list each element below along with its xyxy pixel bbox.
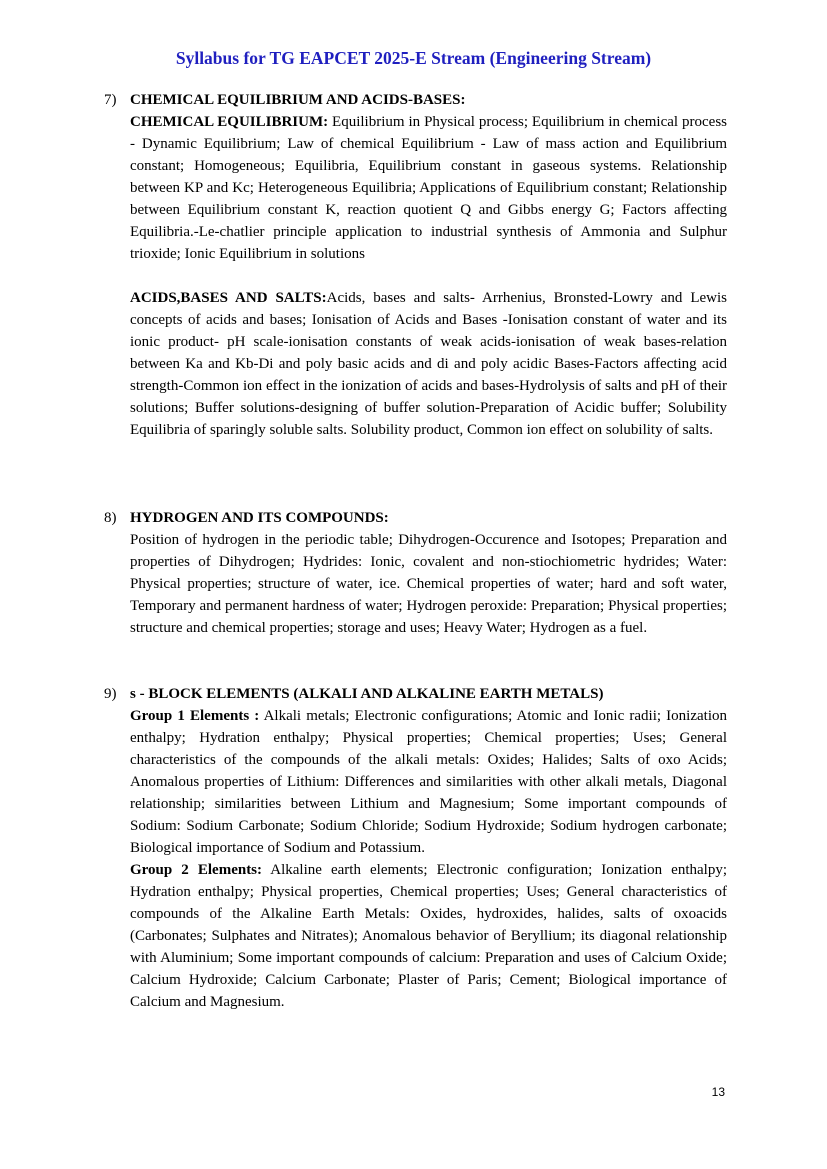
paragraph-chemical-equilibrium — [130, 111, 727, 265]
paragraph-hydrogen — [130, 529, 727, 639]
section-heading: HYDROGEN AND ITS COMPOUNDS: — [130, 510, 389, 526]
section-heading: CHEMICAL EQUILIBRIUM AND ACIDS-BASES: — [130, 92, 466, 108]
section-number: 7) — [104, 92, 117, 108]
paragraph-acids-bases-salts — [130, 287, 727, 441]
section-number: 9) — [104, 686, 117, 702]
paragraph-lead: ACIDS,BASES AND SALTS: — [130, 290, 327, 306]
paragraph-lead: Group 2 Elements: — [130, 862, 263, 878]
section-number: 8) — [104, 510, 117, 526]
paragraph-lead: CHEMICAL EQUILIBRIUM: — [130, 114, 329, 130]
paragraph-lead: Group 1 Elements : — [130, 708, 260, 724]
section-hydrogen — [104, 507, 727, 639]
paragraph-text: Equilibrium in Physical process; Equilibrium in chemical process - Dynamic Equilibrium; Law of chemical Equilibrium - Law of mass action and Equilibrium constant; Homogeneous; Equilibria, Equilibrium constant in gaseous systems. Relationship between KP and Kc; Heterogeneous Equilibria; Applications of Equilibrium constant; Relationship between Equilibrium constant K, reaction quotient Q and Gibbs energy G; Factors affecting Equilibria.-Le-chatlier principle application to industrial synthesis of Ammonia and Sulphur trioxide; Ionic Equilibrium in solutions — [130, 114, 727, 262]
page-title: Syllabus for TG EAPCET 2025-E Stream (Engineering Stream) — [175, 48, 652, 68]
paragraph-group-2 — [130, 859, 727, 1013]
page-number: 13 — [711, 1085, 725, 1099]
section-heading: s - BLOCK ELEMENTS (ALKALI AND ALKALINE EARTH METALS) — [130, 686, 604, 702]
paragraph-text: Position of hydrogen in the periodic table; Dihydrogen-Occurence and Isotopes; Preparation and properties of Dihydrogen; Hydrides: Ionic, covalent and non-stiochiometric hydrides; Water: Physical properties; structure of water, ice. Chemical properties of water; hard and soft water, Temporary and permanent hardness of water; Hydrogen peroxide: Preparation; Physical properties; structure and chemical properties; storage and uses; Heavy Water; Hydrogen as a fuel. — [130, 532, 727, 636]
paragraph-text: Acids, bases and salts- Arrhenius, Bronsted-Lowry and Lewis concepts of acids and bases; Ionisation of Acids and Bases -Ionisation constant of water and its ionic product- pH scale-ionisation constants of weak acids-ionisation of weak bases-relation between Ka and Kb-Di and poly basic acids and di and poly acidic Bases-Factors affecting acid strength-Common ion effect in the ionization of acids and bases-Hydrolysis of salts and pH of their solutions; Buffer solutions-designing of buffer solution-Preparation of Acidic buffer; Solubility Equilibria of sparingly soluble salts. Solubility product, Common ion effect on solubility of salts. — [130, 290, 727, 438]
paragraph-text: Alkaline earth elements; Electronic configuration; Ionization enthalpy; Hydration enthalpy; Physical properties, Chemical properties; Uses; General characteristics of compounds of the Alkaline Earth Metals: Oxides, hydroxides, halides, salts of oxoacids (Carbonates; Sulphates and Nitrates); Anomalous behavior of Beryllium; its diagonal relationship with Aluminium; Some important compounds of calcium: Preparation and uses of Calcium Oxide; Calcium Hydroxide; Calcium Carbonate; Plaster of Paris; Cement; Biological importance of Calcium and Magnesium. — [130, 862, 727, 1010]
section-chemical-equilibrium — [104, 89, 727, 441]
section-s-block — [104, 683, 727, 1013]
paragraph-group-1 — [130, 705, 727, 859]
paragraph-text: Alkali metals; Electronic configurations; Atomic and Ionic radii; Ionization enthalpy; Hydration enthalpy; Physical properties; Chemical properties; Uses; General characteristics of the compounds of the alkali metals: Oxides; Halides; Salts of oxo Acids; Anomalous properties of Lithium: Differences and similarities with other alkali metals, Diagonal relationship; similarities between Lithium and Magnesium; Some important compounds of Sodium: Sodium Carbonate; Sodium Chloride; Sodium Hydroxide; Sodium hydrogen carbonate; Biological importance of Sodium and Potassium. — [130, 708, 727, 856]
